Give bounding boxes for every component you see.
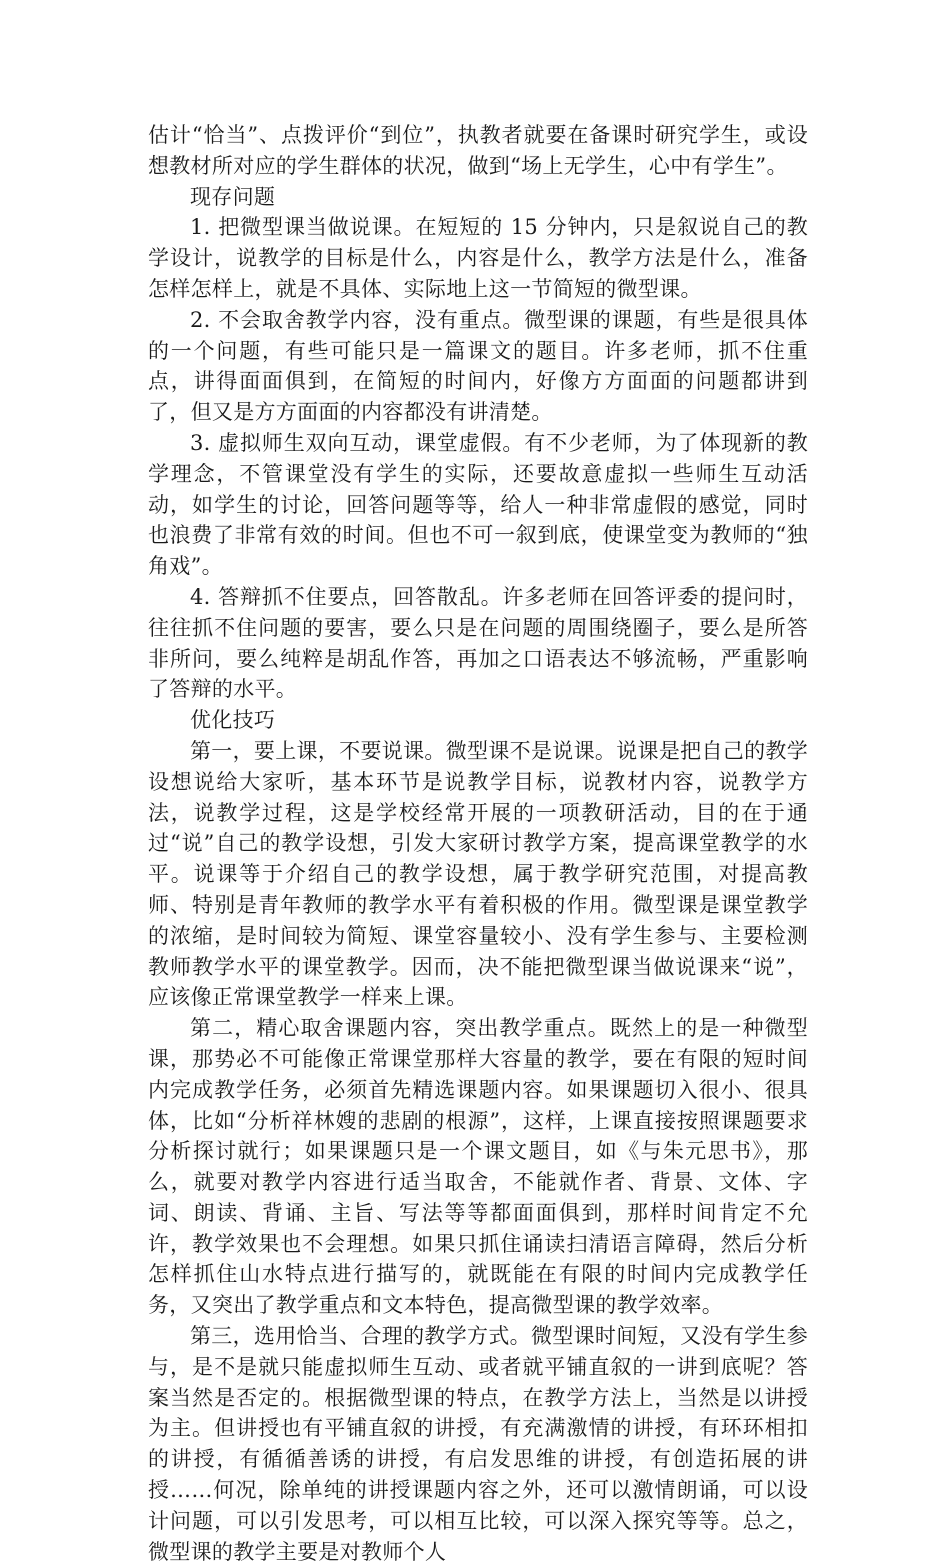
- document-body: [148, 120, 808, 1567]
- paragraph: 2. 不会取舍教学内容，没有重点。微型课的课题，有些是很具体的一个问题，有些可能只是一篇课文的题目。许多老师，抓不住重点，讲得面面俱到，在简短的时间内，好像方方面面的问题都讲到了，但又是方方面面的内容都没有讲清楚。: [148, 307, 808, 425]
- paragraph: 估计“恰当”、点拨评价“到位”，执教者就要在备课时研究学生，或设想教材所对应的学生群体的状况，做到“场上无学生，心中有学生”。: [148, 123, 808, 178]
- paragraph: 4. 答辩抓不住要点，回答散乱。许多老师在回答评委的提问时，往往抓不住问题的要害，要么只是在问题的周围绕圈子，要么是所答非所问，要么纯粹是胡乱作答，再加之口语表达不够流畅，严重影响了答辩的水平。: [148, 584, 808, 702]
- paragraph: 3. 虚拟师生双向互动，课堂虚假。有不少老师，为了体现新的教学理念，不管课堂没有学生的实际，还要故意虚拟一些师生互动活动，如学生的讨论，回答问题等等，给人一种非常虚假的感觉，同时也浪费了非常有效的时间。但也不可一叙到底，使课堂变为教师的“独角戏”。: [148, 430, 808, 579]
- paragraph: 第一，要上课，不要说课。微型课不是说课。说课是把自己的教学设想说给大家听，基本环节是说教学目标，说教材内容，说教学方法，说教学过程，这是学校经常开展的一项教研活动，目的在于通过“说”自己的教学设想，引发大家研讨教学方案，提高课堂教学的水平。说课等于介绍自己的教学设想，属于教学研究范围，对提高教师、特别是青年教师的教学水平有着积极的作用。微型课是课堂教学的浓缩，是时间较为简短、课堂容量较小、没有学生参与、主要检测教师教学水平的课堂教学。因而，决不能把微型课当做说课来“说”，应该像正常课堂教学一样来上课。: [148, 738, 808, 1010]
- paragraph: 第三，选用恰当、合理的教学方式。微型课时间短，又没有学生参与，是不是就只能虚拟师生互动、或者就平铺直叙的一讲到底呢？答案当然是否定的。根据微型课的特点，在教学方法上，当然是以讲授为主。但讲授也有平铺直叙的讲授，有充满激情的讲授，有环环相扣的讲授，有循循善诱的讲授，有启发思维的讲授，有创造拓展的讲授……何况，除单纯的讲授课题内容之外，还可以激情朗诵，可以设计问题，可以引发思考，可以相互比较，可以深入探究等等。总之，微型课的教学主要是对教师个人: [148, 1324, 808, 1564]
- paragraph: 1. 把微型课当做说课。在短短的 15 分钟内，只是叙说自己的教学设计，说教学的目标是什么，内容是什么，教学方法是什么，准备怎样怎样上，就是不具体、实际地上这一节简短的微型课。: [148, 215, 808, 301]
- paragraph: 第二，精心取舍课题内容，突出教学重点。既然上的是一种微型课，那势必不可能像正常课堂那样大容量的教学，要在有限的短时间内完成教学任务，必须首先精选课题内容。如果课题切入很小、很具体，比如“分析祥林嫂的悲剧的根源”，这样，上课直接按照课题要求分析探讨就行；如果课题只是一个课文题目，如《与朱元思书》，那么，就要对教学内容进行适当取舍，不能就作者、背景、文体、字词、朗读、背诵、主旨、写法等等都面面俱到，那样时间肯定不允许，教学效果也不会理想。如果只抓住诵读扫清语言障碍，然后分析怎样抓住山水特点进行描写的，就既能在有限的时间内完成教学任务，又突出了教学重点和文本特色，提高微型课的教学效率。: [148, 1016, 808, 1318]
- section-heading-optimization-tips: 优化技巧: [190, 708, 276, 733]
- section-heading-current-problems: 现存问题: [190, 184, 276, 209]
